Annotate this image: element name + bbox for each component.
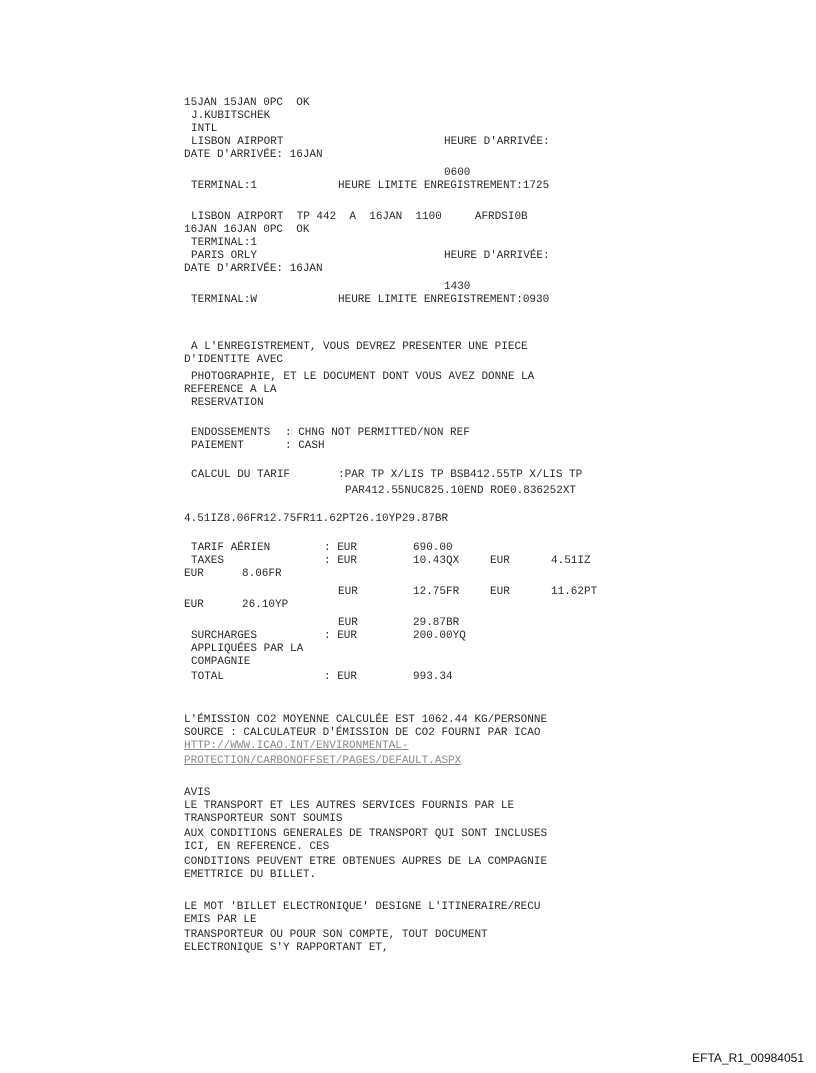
fare-calc-label: CALCUL DU TARIF — [191, 469, 291, 481]
tax-fr1: 8.06FR — [242, 568, 282, 580]
endorsements-value: : CHNG NOT PERMITTED/NON REF — [285, 427, 470, 439]
segment2-arrival-time: 1430 — [444, 281, 471, 293]
tax-pt: 11.62PT — [551, 586, 598, 598]
tax-pt-currency: EUR — [490, 586, 510, 598]
icao-link-part2[interactable]: PROTECTION/CARBONOFFSET/PAGES/DEFAULT.ASPX — [184, 755, 462, 767]
icao-link-part1[interactable]: HTTP://WWW.ICAO.INT/ENVIRONMENTAL- — [184, 740, 409, 752]
segment1-intl: INTL — [191, 123, 218, 135]
notice-line4: ICI, EN REFERENCE. CES — [184, 841, 330, 853]
checkin-notice-line5: RESERVATION — [191, 397, 264, 409]
tax-br-currency: EUR — [338, 617, 358, 629]
tax-iz: 4.51IZ — [551, 555, 591, 567]
surcharges-applied-by: APPLIQUÉES PAR LA — [191, 643, 304, 655]
notice-line3: AUX CONDITIONS GENERALES DE TRANSPORT QUI SONT INCLUSES — [184, 828, 548, 840]
segment1-arrival-date: DATE D'ARRIVÉE: 16JAN — [184, 149, 323, 161]
checkin-notice-line2: D'IDENTITE AVEC — [184, 354, 284, 366]
air-fare-amount: 690.00 — [413, 542, 453, 554]
total-currency: : EUR — [324, 671, 358, 683]
air-fare-currency: : EUR — [324, 542, 358, 554]
tax-fr2: 12.75FR — [413, 586, 460, 598]
checkin-notice-line1: A L'ENREGISTREMENT, VOUS DEVREZ PRESENTER UNE PIECE — [191, 341, 528, 353]
checkin-notice-line3: PHOTOGRAPHIE, ET LE DOCUMENT DONT VOUS AVEZ DONNE LA — [191, 371, 535, 383]
fare-calc-line2: PAR412.55NUC825.10END ROE0.836252XT — [345, 485, 577, 497]
notice-line2: TRANSPORTEUR SONT SOUMIS — [184, 813, 343, 825]
tax-fr2-currency: EUR — [338, 586, 358, 598]
fare-calc-line3: 4.51IZ8.06FR12.75FR11.62PT26.10YP29.87BR — [184, 513, 449, 525]
fare-calc-line1: :PAR TP X/LIS TP BSB412.55TP X/LIS TP — [338, 469, 583, 481]
passenger-name: J.KUBITSCHEK — [191, 110, 271, 122]
co2-line1: L'ÉMISSION CO2 MOYENNE CALCULÉE EST 1062.44 KG/PERSONNE — [184, 714, 548, 726]
tax-fr1-currency: EUR — [184, 568, 204, 580]
segment2-departure-terminal: TERMINAL:1 — [191, 237, 258, 249]
document-id: EFTA_R1_00984051 — [692, 1051, 804, 1065]
segment1-terminal: TERMINAL:1 — [191, 180, 258, 192]
checkin-notice-line4: REFERENCE A LA — [184, 384, 277, 396]
notice-line6: EMETTRICE DU BILLET. — [184, 869, 317, 881]
tax-br: 29.87BR — [413, 617, 460, 629]
segment2-arrival-date: DATE D'ARRIVÉE: 16JAN — [184, 263, 323, 275]
tax-yp: 26.10YP — [242, 599, 289, 611]
total-amount: 993.34 — [413, 671, 453, 683]
surcharges-company: COMPAGNIE — [191, 656, 251, 668]
endorsements-label: ENDOSSEMENTS — [191, 427, 271, 439]
notice-line5: CONDITIONS PEUVENT ETRE OBTENUES AUPRES DE LA COMPAGNIE — [184, 856, 548, 868]
notice-title: AVIS — [184, 787, 211, 799]
eticket-line2: EMIS PAR LE — [184, 914, 257, 926]
taxes-currency: : EUR — [324, 555, 358, 567]
tax-qx: 10.43QX — [413, 555, 460, 567]
tax-yp-currency: EUR — [184, 599, 204, 611]
payment-value: : CASH — [285, 440, 325, 452]
notice-line1: LE TRANSPORT ET LES AUTRES SERVICES FOURNIS PAR LE — [184, 800, 515, 812]
segment2-arrival-airport: PARIS ORLY — [191, 250, 258, 262]
segment2-flight-line: LISBON AIRPORT TP 442 A 16JAN 1100 AFRDSI0B — [191, 211, 528, 223]
eticket-line1: LE MOT 'BILLET ELECTRONIQUE' DESIGNE L'ITINERAIRE/RECU — [184, 901, 541, 913]
segment2-terminal: TERMINAL:W — [191, 294, 258, 306]
segment2-checkin-limit: HEURE LIMITE ENREGISTREMENT:0930 — [338, 294, 550, 306]
eticket-line4: ELECTRONIQUE S'Y RAPPORTANT ET, — [184, 942, 389, 954]
segment1-airport: LISBON AIRPORT — [191, 136, 284, 148]
segment2-arrival-time-label: HEURE D'ARRIVÉE: — [444, 250, 550, 262]
surcharges-currency: : EUR — [324, 630, 358, 642]
air-fare-label: TARIF AÉRIEN — [191, 542, 271, 554]
tax-iz-currency: EUR — [490, 555, 510, 567]
co2-line2: SOURCE : CALCULATEUR D'ÉMISSION DE CO2 FOURNI PAR ICAO — [184, 727, 541, 739]
segment1-checkin-limit: HEURE LIMITE ENREGISTREMENT:1725 — [338, 180, 550, 192]
taxes-label: TAXES — [191, 555, 225, 567]
eticket-line3: TRANSPORTEUR OU POUR SON COMPTE, TOUT DOCUMENT — [184, 929, 488, 941]
total-label: TOTAL — [191, 671, 225, 683]
segment1-arrival-time: 0600 — [444, 167, 471, 179]
segment1-status-line: 15JAN 15JAN 0PC OK — [184, 97, 310, 109]
surcharges-label: SURCHARGES — [191, 630, 258, 642]
payment-label: PAIEMENT — [191, 440, 244, 452]
surcharge-yq: 200.00YQ — [413, 630, 466, 642]
segment1-arrival-time-label: HEURE D'ARRIVÉE: — [444, 136, 550, 148]
segment2-status-line: 16JAN 16JAN 0PC OK — [184, 224, 310, 236]
